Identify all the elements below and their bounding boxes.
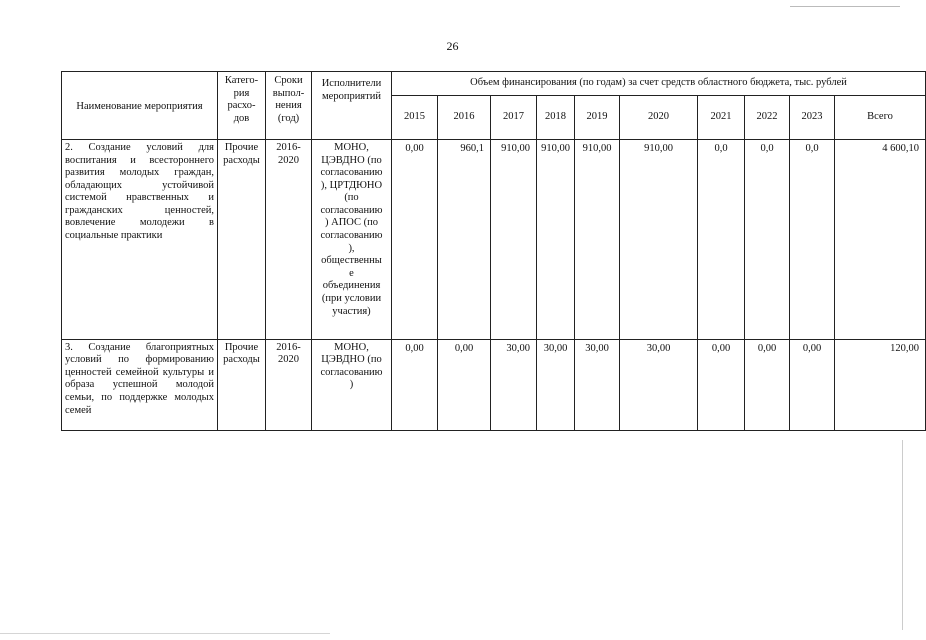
scan-artifact	[790, 6, 900, 7]
year-header: 2021	[698, 96, 745, 140]
value-total: 120,00	[835, 339, 926, 430]
activity-name: 3. Создание благоприятных условий по формированию ценностей семейной культуры и образа успешной молодой семьи, по поддержке молодых семей	[62, 339, 218, 430]
value-2017: 910,00	[491, 139, 537, 339]
scan-artifact	[0, 633, 330, 634]
table-row	[62, 139, 926, 339]
value-2019: 30,00	[575, 339, 620, 430]
table-row	[62, 339, 926, 430]
execution-period: 2016- 2020	[266, 139, 312, 339]
scan-artifact	[902, 440, 903, 630]
value-2017: 30,00	[491, 339, 537, 430]
value-2022: 0,0	[745, 139, 790, 339]
executors: МОНО, ЦЭВДНО (по согласованию )	[312, 339, 392, 430]
header-period: Сроки выпол- нения (год)	[266, 72, 312, 140]
executors: МОНО, ЦЭВДНО (по согласованию ), ЦРТДЮНО (по согласованию ) АПОС (по согласованию ), общественны е объединения (при условии участия)	[312, 139, 392, 339]
year-header: 2015	[392, 96, 438, 140]
value-2021: 0,0	[698, 139, 745, 339]
value-2023: 0,0	[790, 139, 835, 339]
value-2020: 910,00	[620, 139, 698, 339]
value-2016: 0,00	[438, 339, 491, 430]
value-2020: 30,00	[620, 339, 698, 430]
expense-category: Прочие расходы	[218, 139, 266, 339]
page-number: 26	[446, 39, 459, 53]
value-2018: 910,00	[537, 139, 575, 339]
value-2016: 960,1	[438, 139, 491, 339]
year-header: 2018	[537, 96, 575, 140]
year-header: 2017	[491, 96, 537, 140]
value-2018: 30,00	[537, 339, 575, 430]
expense-category: Прочие расходы	[218, 339, 266, 430]
value-total: 4 600,10	[835, 139, 926, 339]
activity-name: 2. Создание условий для воспитания и всестороннего развития молодых граждан, обладающих устойчивой системой нравственных и гражданских ценностей, вовлечение молодежи в социальные практики	[62, 139, 218, 339]
year-header: 2016	[438, 96, 491, 140]
year-header: 2019	[575, 96, 620, 140]
value-2015: 0,00	[392, 339, 438, 430]
value-2019: 910,00	[575, 139, 620, 339]
value-2015: 0,00	[392, 139, 438, 339]
year-header: 2022	[745, 96, 790, 140]
year-header: 2020	[620, 96, 698, 140]
value-2022: 0,00	[745, 339, 790, 430]
total-header: Всего	[835, 96, 926, 140]
year-header: 2023	[790, 96, 835, 140]
funding-table	[61, 71, 926, 431]
execution-period: 2016- 2020	[266, 339, 312, 430]
header-category: Катего- рия расхо- дов	[218, 72, 266, 140]
value-2023: 0,00	[790, 339, 835, 430]
header-row	[62, 72, 926, 96]
header-name: Наименование мероприятия	[62, 72, 218, 140]
header-funding: Объем финансирования (по годам) за счет средств областного бюджета, тыс. рублей	[392, 72, 926, 96]
header-executors: Исполнители мероприятий	[312, 72, 392, 140]
value-2021: 0,00	[698, 339, 745, 430]
